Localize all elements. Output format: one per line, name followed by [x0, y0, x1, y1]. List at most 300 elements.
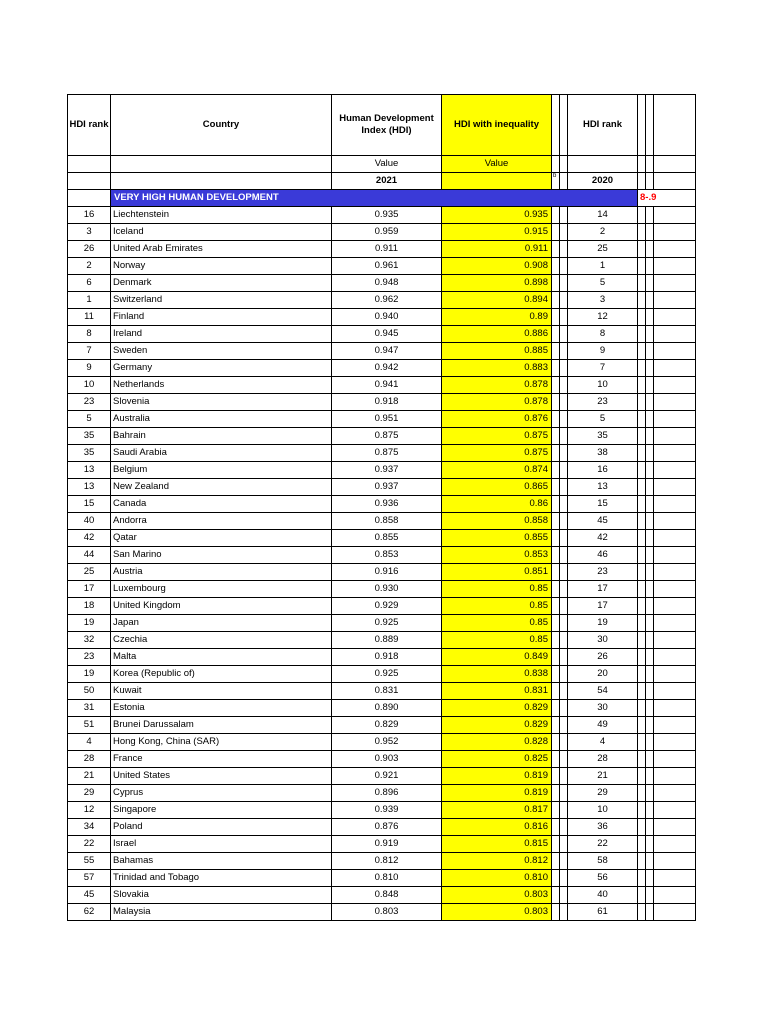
- hdi-rank-2020-cell: 17: [568, 598, 638, 615]
- ihdi-value-cell: 0.810: [442, 870, 552, 887]
- cell-empty: [654, 496, 696, 513]
- cell-empty: [638, 785, 646, 802]
- ihdi-value-cell: 0.828: [442, 734, 552, 751]
- cell-empty: [552, 343, 560, 360]
- hdi-rank-cell: 40: [68, 513, 111, 530]
- cell-empty: [638, 530, 646, 547]
- cell-empty: [560, 377, 568, 394]
- cell-empty: [552, 224, 560, 241]
- header-spacer-5: [654, 95, 696, 156]
- cell-empty: [552, 479, 560, 496]
- hdi-value-cell: 0.959: [332, 224, 442, 241]
- cell-empty: [560, 581, 568, 598]
- hdi-value-cell: 0.916: [332, 564, 442, 581]
- header-spacer-4: [646, 95, 654, 156]
- hdi-value-cell: 0.875: [332, 428, 442, 445]
- cell-empty: [638, 292, 646, 309]
- cell-empty: [638, 258, 646, 275]
- country-cell: Korea (Republic of): [111, 666, 332, 683]
- hdi-value-cell: 0.919: [332, 836, 442, 853]
- hdi-rank-cell: 26: [68, 241, 111, 258]
- cell-empty: [654, 309, 696, 326]
- table-row: [68, 360, 696, 377]
- ihdi-value-cell: 0.853: [442, 547, 552, 564]
- cell-empty: [552, 802, 560, 819]
- cell-empty: [552, 598, 560, 615]
- hdi-rank-cell: 29: [68, 785, 111, 802]
- cell-empty: [654, 870, 696, 887]
- cell-empty: [638, 649, 646, 666]
- country-cell: Estonia: [111, 700, 332, 717]
- ihdi-value-cell: 0.911: [442, 241, 552, 258]
- cell-empty: [560, 734, 568, 751]
- cell-empty: [552, 904, 560, 921]
- hdi-rank-cell: 11: [68, 309, 111, 326]
- cell-empty: [560, 802, 568, 819]
- country-cell: Netherlands: [111, 377, 332, 394]
- cell-empty: [560, 785, 568, 802]
- cell-empty: [638, 462, 646, 479]
- cell-empty: [646, 734, 654, 751]
- cell-empty: [638, 496, 646, 513]
- cell-empty: [552, 326, 560, 343]
- cell-empty: [560, 258, 568, 275]
- cell-empty: [552, 275, 560, 292]
- cell-empty: [654, 904, 696, 921]
- country-cell: France: [111, 751, 332, 768]
- ihdi-value-cell: 0.908: [442, 258, 552, 275]
- hdi-value-cell: 0.939: [332, 802, 442, 819]
- ihdi-value-cell: 0.855: [442, 530, 552, 547]
- ihdi-value-cell: 0.851: [442, 564, 552, 581]
- table-row: [68, 887, 696, 904]
- cell-empty: [646, 819, 654, 836]
- hdi-year: 2021: [332, 173, 442, 190]
- hdi-rank-cell: 3: [68, 224, 111, 241]
- hdi-rank-2020-cell: 45: [568, 513, 638, 530]
- hdi-rank-2020-cell: 38: [568, 445, 638, 462]
- cell-empty: [552, 751, 560, 768]
- ihdi-value-cell: 0.885: [442, 343, 552, 360]
- header-spacer-3: [638, 95, 646, 156]
- hdi-rank-2020-cell: 26: [568, 649, 638, 666]
- cell-empty: [654, 343, 696, 360]
- cell-empty: [654, 411, 696, 428]
- cell-empty: [552, 581, 560, 598]
- ihdi-value-cell: 0.894: [442, 292, 552, 309]
- hdi-rank-cell: 9: [68, 360, 111, 377]
- cell-empty: [68, 156, 111, 173]
- rank-year: 2020: [568, 173, 638, 190]
- hdi-value-cell: 0.911: [332, 241, 442, 258]
- cell-empty: [646, 241, 654, 258]
- cell-empty: [654, 241, 696, 258]
- cell-empty: [646, 445, 654, 462]
- cell-empty: [646, 751, 654, 768]
- group-row: [68, 190, 696, 207]
- hdi-value-cell: 0.961: [332, 258, 442, 275]
- country-cell: Malta: [111, 649, 332, 666]
- cell-empty: [654, 513, 696, 530]
- cell-empty: [552, 496, 560, 513]
- hdi-value-cell: 0.829: [332, 717, 442, 734]
- hdi-rank-2020-cell: 22: [568, 836, 638, 853]
- cell-empty: [654, 853, 696, 870]
- country-cell: Slovakia: [111, 887, 332, 904]
- hdi-rank-cell: 7: [68, 343, 111, 360]
- hdi-rank-2020-cell: 17: [568, 581, 638, 598]
- hdi-rank-cell: 5: [68, 411, 111, 428]
- cell-empty: [638, 666, 646, 683]
- ihdi-value-cell: 0.803: [442, 904, 552, 921]
- country-cell: Luxembourg: [111, 581, 332, 598]
- hdi-rank-cell: 21: [68, 768, 111, 785]
- header-hdi-rank-2020: HDI rank: [568, 95, 638, 156]
- cell-empty: [638, 445, 646, 462]
- cell-empty: [638, 581, 646, 598]
- cell-empty: [638, 394, 646, 411]
- cell-empty: [638, 700, 646, 717]
- cell-empty: [646, 479, 654, 496]
- hdi-value-cell: 0.921: [332, 768, 442, 785]
- hdi-rank-2020-cell: 8: [568, 326, 638, 343]
- table-row: [68, 632, 696, 649]
- cell-empty: [552, 547, 560, 564]
- table-row: [68, 853, 696, 870]
- cell-empty: [654, 258, 696, 275]
- hdi-table: [67, 94, 696, 921]
- cell-empty: [560, 326, 568, 343]
- hdi-rank-2020-cell: 7: [568, 360, 638, 377]
- hdi-rank-2020-cell: 42: [568, 530, 638, 547]
- country-cell: Hong Kong, China (SAR): [111, 734, 332, 751]
- cell-empty: [552, 700, 560, 717]
- ihdi-value-cell: 0.898: [442, 275, 552, 292]
- table-row: [68, 309, 696, 326]
- cell-empty: [560, 887, 568, 904]
- header-row: [68, 95, 696, 156]
- hdi-value-cell: 0.803: [332, 904, 442, 921]
- cell-empty: [552, 156, 560, 173]
- ihdi-value-cell: 0.817: [442, 802, 552, 819]
- table-row: [68, 377, 696, 394]
- hdi-rank-cell: 31: [68, 700, 111, 717]
- ihdi-value-cell: 0.85: [442, 615, 552, 632]
- note-b: b: [552, 173, 560, 190]
- hdi-rank-cell: 34: [68, 819, 111, 836]
- cell-empty: [646, 309, 654, 326]
- cell-empty: [638, 156, 646, 173]
- ihdi-value-cell: 0.875: [442, 445, 552, 462]
- country-cell: Saudi Arabia: [111, 445, 332, 462]
- cell-empty: [646, 768, 654, 785]
- table-row: [68, 819, 696, 836]
- hdi-rank-2020-cell: 36: [568, 819, 638, 836]
- hdi-rank-2020-cell: 23: [568, 564, 638, 581]
- cell-empty: [646, 615, 654, 632]
- hdi-value-cell: 0.848: [332, 887, 442, 904]
- cell-empty: [646, 258, 654, 275]
- hdi-rank-2020-cell: 15: [568, 496, 638, 513]
- cell-empty: [654, 632, 696, 649]
- hdi-rank-cell: 32: [68, 632, 111, 649]
- cell-empty: [646, 377, 654, 394]
- hdi-rank-2020-cell: 25: [568, 241, 638, 258]
- cell-empty: [552, 819, 560, 836]
- hdi-rank-2020-cell: 3: [568, 292, 638, 309]
- table-row: [68, 224, 696, 241]
- cell-empty: [552, 887, 560, 904]
- cell-empty: [560, 853, 568, 870]
- cell-empty: [646, 581, 654, 598]
- country-cell: Canada: [111, 496, 332, 513]
- ihdi-value-cell: 0.816: [442, 819, 552, 836]
- ihdi-value-cell: 0.825: [442, 751, 552, 768]
- ihdi-value-cell: 0.849: [442, 649, 552, 666]
- hdi-rank-2020-cell: 23: [568, 394, 638, 411]
- table-row: [68, 513, 696, 530]
- hdi-rank-2020-cell: 1: [568, 258, 638, 275]
- country-cell: Austria: [111, 564, 332, 581]
- header-hdi-rank: HDI rank: [68, 95, 111, 156]
- hdi-rank-2020-cell: 46: [568, 547, 638, 564]
- hdi-rank-2020-cell: 4: [568, 734, 638, 751]
- cell-empty: [638, 326, 646, 343]
- cell-empty: [646, 530, 654, 547]
- cell-empty: [560, 275, 568, 292]
- cell-empty: [568, 156, 638, 173]
- cell-empty: [654, 819, 696, 836]
- country-cell: Andorra: [111, 513, 332, 530]
- hdi-rank-cell: 35: [68, 445, 111, 462]
- cell-empty: [638, 632, 646, 649]
- country-cell: United States: [111, 768, 332, 785]
- cell-empty: [638, 343, 646, 360]
- cell-empty: [646, 649, 654, 666]
- hdi-value-cell: 0.858: [332, 513, 442, 530]
- ihdi-value-cell: 0.878: [442, 377, 552, 394]
- cell-empty: [638, 615, 646, 632]
- header-spacer-1: [552, 95, 560, 156]
- cell-empty: [654, 530, 696, 547]
- cell-empty: [646, 173, 654, 190]
- table-row: [68, 768, 696, 785]
- cell-empty: [646, 547, 654, 564]
- cell-empty: [638, 870, 646, 887]
- hdi-rank-cell: 23: [68, 394, 111, 411]
- country-cell: Liechtenstein: [111, 207, 332, 224]
- cell-empty: [560, 241, 568, 258]
- cell-empty: [560, 530, 568, 547]
- hdi-value-cell: 0.925: [332, 615, 442, 632]
- cell-empty: [646, 224, 654, 241]
- ihdi-value-cell: 0.803: [442, 887, 552, 904]
- cell-empty: [560, 343, 568, 360]
- hdi-rank-2020-cell: 9: [568, 343, 638, 360]
- ihdi-value-cell: 0.886: [442, 326, 552, 343]
- table-row: [68, 581, 696, 598]
- hdi-rank-2020-cell: 35: [568, 428, 638, 445]
- cell-empty: [552, 564, 560, 581]
- hdi-value-cell: 0.925: [332, 666, 442, 683]
- cell-empty: [654, 649, 696, 666]
- cell-empty: [560, 598, 568, 615]
- cell-empty: [552, 513, 560, 530]
- cell-empty: [638, 275, 646, 292]
- hdi-rank-2020-cell: 13: [568, 479, 638, 496]
- cell-empty: [654, 615, 696, 632]
- cell-empty: [646, 632, 654, 649]
- cell-empty: [638, 734, 646, 751]
- table-row: [68, 802, 696, 819]
- country-cell: United Kingdom: [111, 598, 332, 615]
- ihdi-value-label: Value: [442, 156, 552, 173]
- cell-empty: [638, 513, 646, 530]
- ihdi-value-cell: 0.915: [442, 224, 552, 241]
- cell-empty: [560, 207, 568, 224]
- table-row: [68, 717, 696, 734]
- country-cell: Switzerland: [111, 292, 332, 309]
- cell-empty: [560, 751, 568, 768]
- hdi-rank-cell: 1: [68, 292, 111, 309]
- cell-empty: [552, 734, 560, 751]
- cell-empty: [560, 462, 568, 479]
- ihdi-value-cell: 0.89: [442, 309, 552, 326]
- cell-empty: [552, 870, 560, 887]
- table-row: [68, 258, 696, 275]
- cell-empty: [646, 394, 654, 411]
- country-cell: Ireland: [111, 326, 332, 343]
- hdi-value-cell: 0.896: [332, 785, 442, 802]
- table-row: [68, 547, 696, 564]
- hdi-rank-2020-cell: 49: [568, 717, 638, 734]
- cell-empty: [654, 173, 696, 190]
- cell-empty: [638, 768, 646, 785]
- hdi-rank-2020-cell: 20: [568, 666, 638, 683]
- hdi-rank-2020-cell: 61: [568, 904, 638, 921]
- ihdi-value-cell: 0.935: [442, 207, 552, 224]
- hdi-rank-cell: 55: [68, 853, 111, 870]
- cell-empty: [560, 156, 568, 173]
- cell-empty: [552, 258, 560, 275]
- table-row: [68, 870, 696, 887]
- cell-empty: [560, 224, 568, 241]
- cell-empty: [654, 564, 696, 581]
- country-cell: United Arab Emirates: [111, 241, 332, 258]
- cell-empty: [560, 904, 568, 921]
- hdi-rank-cell: 50: [68, 683, 111, 700]
- cell-empty: [646, 462, 654, 479]
- table-row: [68, 598, 696, 615]
- cell-empty: [638, 564, 646, 581]
- cell-empty: [654, 717, 696, 734]
- cell-empty: [560, 700, 568, 717]
- hdi-rank-2020-cell: 12: [568, 309, 638, 326]
- cell-empty: [654, 207, 696, 224]
- cell-empty: [654, 700, 696, 717]
- hdi-rank-cell: 44: [68, 547, 111, 564]
- cell-empty: [646, 785, 654, 802]
- hdi-rank-2020-cell: 54: [568, 683, 638, 700]
- cell-empty: [646, 326, 654, 343]
- cell-empty: [552, 717, 560, 734]
- country-cell: Qatar: [111, 530, 332, 547]
- cell-empty: [560, 496, 568, 513]
- table-row: [68, 564, 696, 581]
- table-row: [68, 615, 696, 632]
- cell-empty: [638, 411, 646, 428]
- hdi-rank-2020-cell: 14: [568, 207, 638, 224]
- hdi-value-cell: 0.930: [332, 581, 442, 598]
- hdi-rank-cell: 6: [68, 275, 111, 292]
- hdi-rank-cell: 18: [68, 598, 111, 615]
- cell-empty: [552, 309, 560, 326]
- hdi-rank-2020-cell: 10: [568, 377, 638, 394]
- cell-empty: [654, 394, 696, 411]
- ihdi-value-cell: 0.86: [442, 496, 552, 513]
- header-hdi: Human Development Index (HDI): [332, 95, 442, 156]
- hdi-value-cell: 0.810: [332, 870, 442, 887]
- cell-empty: [646, 598, 654, 615]
- hdi-spreadsheet: [67, 94, 695, 921]
- ihdi-value-cell: 0.876: [442, 411, 552, 428]
- cell-empty: [654, 785, 696, 802]
- hdi-rank-2020-cell: 28: [568, 751, 638, 768]
- cell-empty: [654, 598, 696, 615]
- table-row: [68, 462, 696, 479]
- ihdi-value-cell: 0.838: [442, 666, 552, 683]
- cell-empty: [552, 649, 560, 666]
- cell-empty: [654, 292, 696, 309]
- hdi-rank-2020-cell: 21: [568, 768, 638, 785]
- cell-empty: [646, 343, 654, 360]
- cell-empty: [552, 207, 560, 224]
- ihdi-value-cell: 0.865: [442, 479, 552, 496]
- table-row: [68, 428, 696, 445]
- cell-empty: [552, 632, 560, 649]
- cell-empty: [654, 547, 696, 564]
- cell-empty: [560, 870, 568, 887]
- table-row: [68, 836, 696, 853]
- cell-empty: [638, 598, 646, 615]
- ihdi-value-cell: 0.819: [442, 768, 552, 785]
- cell-empty: [560, 632, 568, 649]
- cell-empty: [646, 904, 654, 921]
- cell-empty: [552, 360, 560, 377]
- hdi-rank-cell: 42: [68, 530, 111, 547]
- hdi-value-cell: 0.875: [332, 445, 442, 462]
- cell-empty: [638, 887, 646, 904]
- table-row: [68, 496, 696, 513]
- table-row: [68, 394, 696, 411]
- cell-empty: [560, 394, 568, 411]
- cell-empty: [560, 547, 568, 564]
- country-cell: Australia: [111, 411, 332, 428]
- table-row: [68, 751, 696, 768]
- cell-empty: [654, 326, 696, 343]
- hdi-value-cell: 0.942: [332, 360, 442, 377]
- cell-empty: [638, 547, 646, 564]
- cell-empty: [638, 377, 646, 394]
- country-cell: Bahrain: [111, 428, 332, 445]
- table-row: [68, 445, 696, 462]
- table-row: [68, 275, 696, 292]
- ihdi-value-cell: 0.831: [442, 683, 552, 700]
- cell-empty: [654, 887, 696, 904]
- cell-empty: [646, 275, 654, 292]
- table-row: [68, 734, 696, 751]
- cell-empty: [560, 768, 568, 785]
